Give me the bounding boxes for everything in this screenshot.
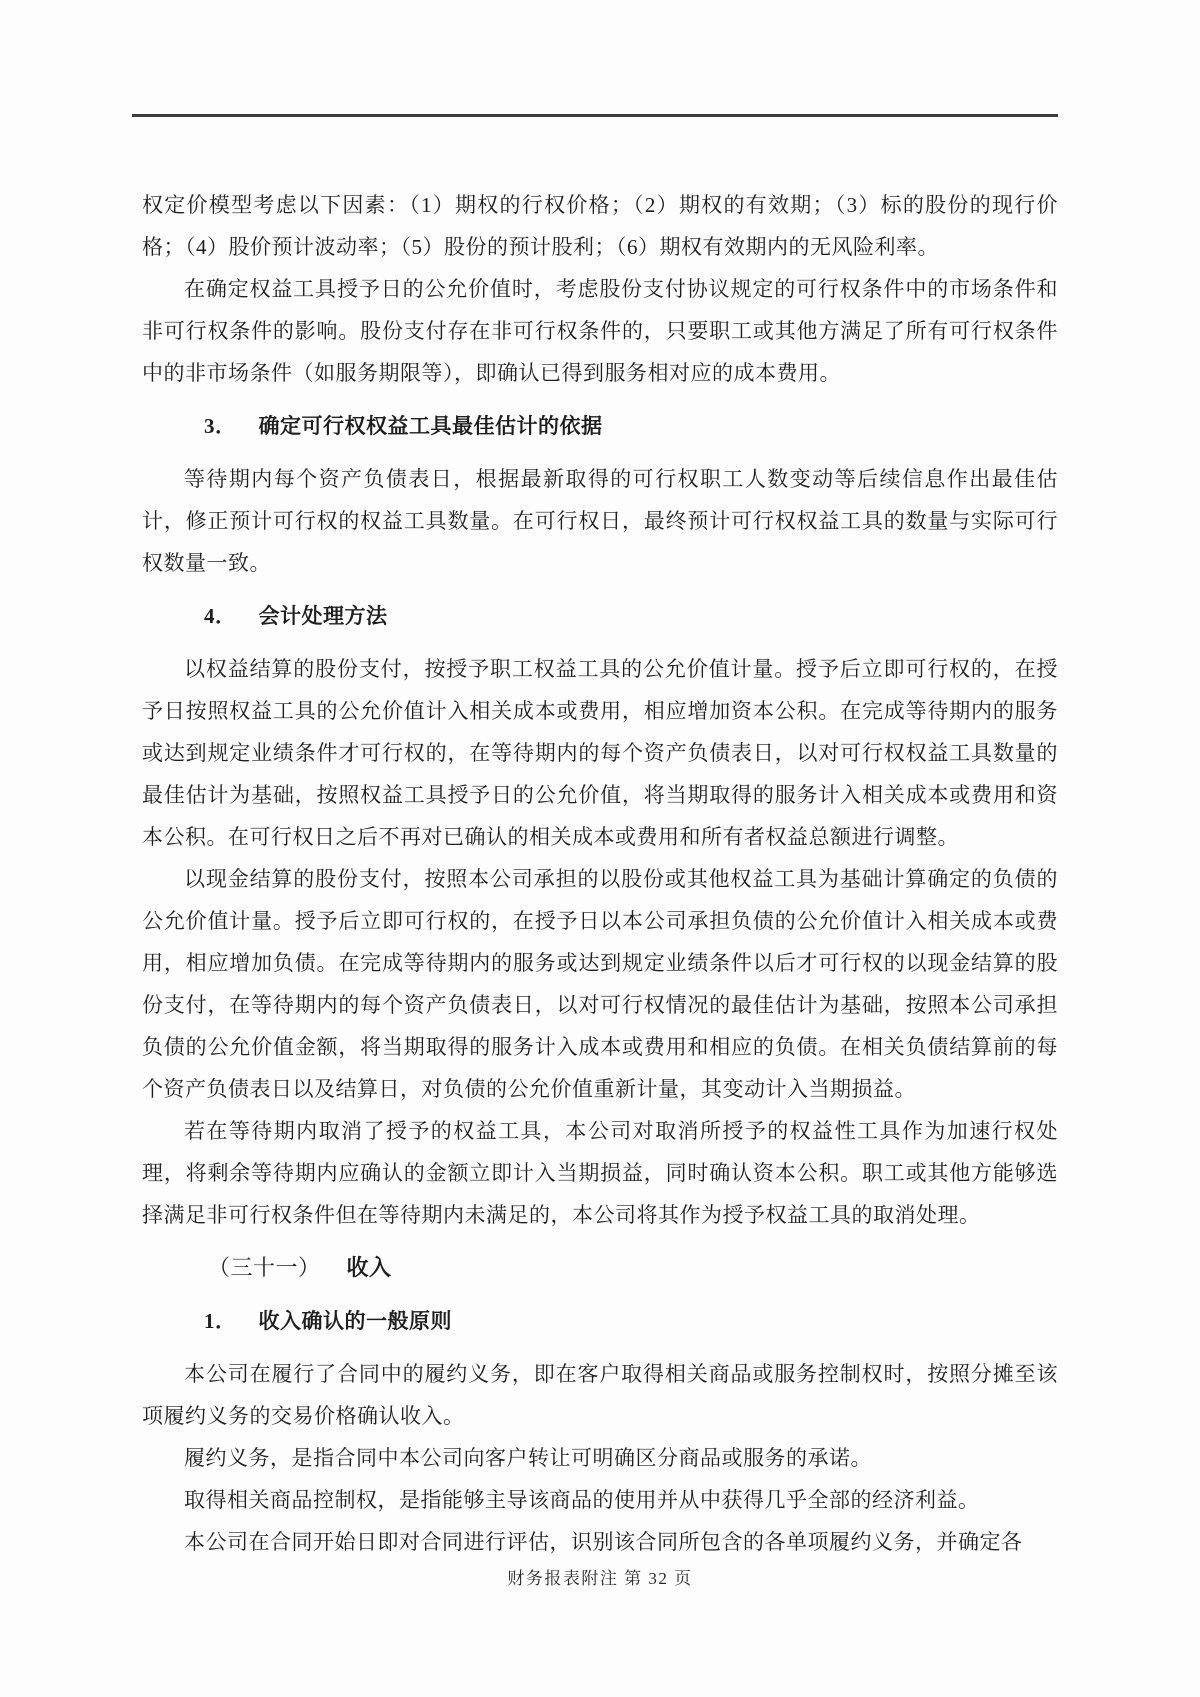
heading-title: 收入确认的一般原则: [258, 1309, 452, 1333]
section-title: 收入: [346, 1255, 392, 1280]
page-footer: 财务报表附注 第 32 页: [507, 1569, 693, 1588]
section-heading-31-revenue: [208, 1247, 1058, 1289]
paragraph-contract-assessment: 本公司在合同开始日即对合同进行评估，识别该合同所包含的各单项履约义务，并确定各: [184, 1530, 1023, 1554]
heading-number: 4．: [204, 604, 237, 628]
paragraph-control-definition: 取得相关商品控制权，是指能够主导该商品的使用并从中获得几乎全部的经济利益。: [184, 1488, 980, 1512]
paragraph-performance-obligation-definition: 履约义务，是指合同中本公司向客户转让可明确区分商品或服务的承诺。: [184, 1446, 872, 1470]
paragraph-vesting-estimate: 等待期内每个资产负债表日，根据最新取得的可行权职工人数变动等后续信息作出最佳估计，修正预计可行权的权益工具数量。在可行权日，最终预计可行权权益工具的数量与实际可行权数量一致。: [142, 467, 1058, 575]
paragraph-cash-settled-payment: 以现金结算的股份支付，按照本公司承担的以股份或其他权益工具为基础计算确定的负债的公允价值计量。授予后立即可行权的，在授予日以本公司承担负债的公允价值计入相关成本或费用，相应增加负债。在完成等待期内的服务或达到规定业绩条件以后才可行权的以现金结算的股份支付，在等待期内的每个资产负债表日，以对可行权情况的最佳估计为基础，按照本公司承担负债的公允价值金额，将当期取得的服务计入成本或费用和相应的负债。在相关负债结算前的每个资产负债表日以及结算日，对负债的公允价值重新计量，其变动计入当期损益。: [142, 867, 1058, 1101]
section-number: （三十一）: [208, 1255, 321, 1280]
heading-title: 会计处理方法: [258, 604, 388, 628]
heading-1-revenue-recognition-principle: [204, 1300, 1058, 1342]
heading-3-vesting-estimate-basis: [204, 405, 1058, 447]
paragraph-option-pricing-factors: 权定价模型考虑以下因素：（1）期权的行权价格；（2）期权的有效期；（3）标的股份的现行价格；（4）股价预计波动率；（5）股份的预计股利；（6）期权有效期内的无风险利率。: [142, 193, 1058, 259]
heading-title: 确定可行权权益工具最佳估计的依据: [258, 414, 603, 438]
document-body: [142, 184, 1058, 1563]
paragraph-equity-settled-payment: 以权益结算的股份支付，按授予职工权益工具的公允价值计量。授予后立即可行权的，在授予日按照权益工具的公允价值计入相关成本或费用，相应增加资本公积。在完成等待期内的服务或达到规定业绩条件才可行权的，在等待期内的每个资产负债表日，以对可行权权益工具数量的最佳估计为基础，按照权益工具授予日的公允价值，将当期取得的服务计入相关成本或费用和资本公积。在可行权日之后不再对已确认的相关成本或费用和所有者权益总额进行调整。: [142, 657, 1058, 849]
paragraph-cancelled-equity-instruments: 若在等待期内取消了授予的权益工具，本公司对取消所授予的权益性工具作为加速行权处理，将剩余等待期内应确认的金额立即计入当期损益，同时确认资本公积。职工或其他方能够选择满足非可行权条件但在等待期内未满足的，本公司将其作为授予权益工具的取消处理。: [142, 1119, 1058, 1227]
heading-number: 3．: [204, 414, 237, 438]
heading-number: 1．: [204, 1309, 237, 1333]
paragraph-grant-date-fair-value: 在确定权益工具授予日的公允价值时，考虑股份支付协议规定的可行权条件中的市场条件和非可行权条件的影响。股份支付存在非可行权条件的，只要职工或其他方满足了所有可行权条件中的非市场条件（如服务期限等），即确认已得到服务相对应的成本费用。: [142, 277, 1058, 385]
paragraph-revenue-recognition: 本公司在履行了合同中的履约义务，即在客户取得相关商品或服务控制权时，按照分摊至该项履约义务的交易价格确认收入。: [142, 1362, 1058, 1428]
header-rule: [132, 114, 1058, 117]
heading-4-accounting-treatment: [204, 595, 1058, 637]
